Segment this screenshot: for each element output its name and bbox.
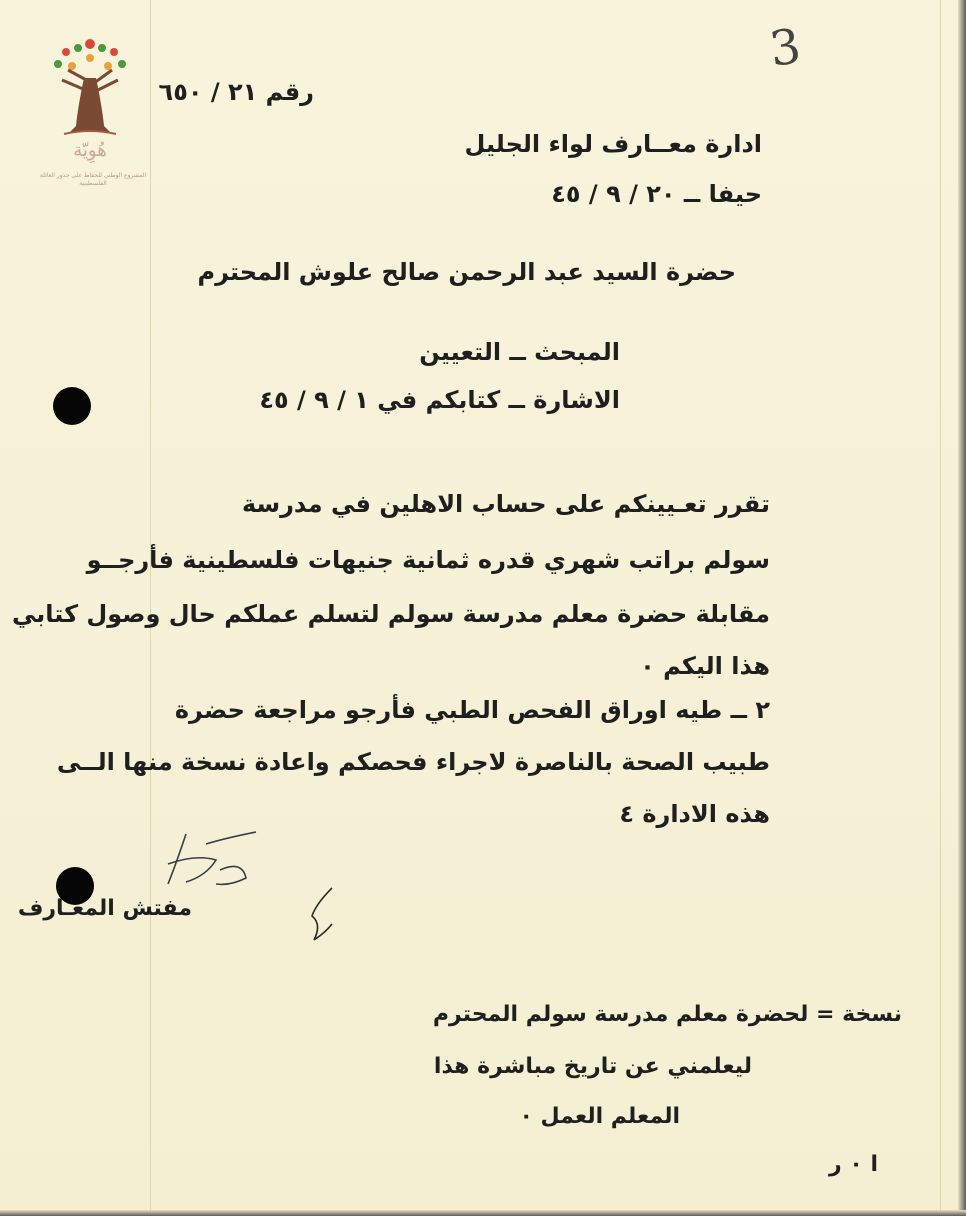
signature-mark [302,884,354,944]
page-number-mark: 3 [766,18,805,78]
copy-line: ليعلمني عن تاريخ مباشرة هذا [433,1054,752,1079]
addressee: حضرة السيد عبد الرحمن صالح علوش المحترم [197,258,736,286]
copy-line: نسخة = لحضرة معلم مدرسة سولم المحترم [432,1002,902,1027]
office-name: ادارة معــارف لواء الجليل [464,130,762,158]
body-line: تقرر تعـيينكم على حساب الاهلين في مدرسة [241,490,770,518]
initials: ا ٠ ر [829,1152,878,1177]
place-date: حيفا ــ ٢٠ / ٩ / ٤٥ [551,180,762,208]
page-edge-right [958,0,966,1216]
copy-line: المعلم العمل ٠ [519,1104,680,1129]
punch-hole-top [53,387,91,425]
body-line: هذا اليكم ٠ [640,652,770,680]
body-line: هذه الادارة ٤ [619,800,770,828]
logo-title: هُوِيّة [73,140,107,161]
body-line: طبيب الصحة بالناصرة لاجراء فحصكم واعادة نسخة منها الــى [56,748,770,776]
page-edge-bottom [0,1210,966,1216]
body-line: ٢ ــ طيه اوراق الفحص الطبي فأرجو مراجعة حضرة [174,696,770,724]
body-line: سولم براتب شهري قدره ثمانية جنيهات فلسطينية فأرجــو [86,546,770,574]
reference-number: رقم ٢١ / ٦٥٠ [158,78,314,106]
tree-logo-icon [48,36,132,186]
reference-line: الاشارة ــ كتابكم في ١ / ٩ / ٤٥ [259,386,620,414]
signature-title: مفتش المعـارف [17,896,192,921]
body-line: مقابلة حضرة معلم مدرسة سولم لتسلم عملكم حال وصول كتابي [11,600,770,628]
handwritten-signature [146,824,276,894]
subject-line: المبحث ــ التعيين [419,338,620,366]
ruled-line [940,0,941,1216]
logo-caption: المشروع الوطني للحفاظ على جذور العائلة الفلسطينية [39,172,147,187]
